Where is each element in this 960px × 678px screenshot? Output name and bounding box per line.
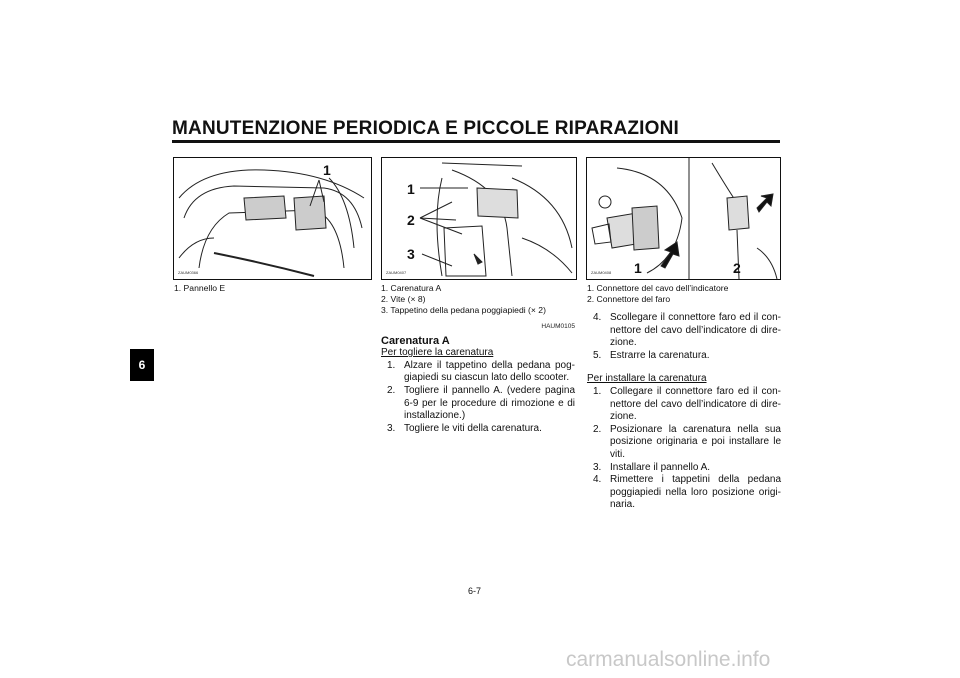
step-item xyxy=(381,423,575,436)
step-text: Estrarre la carenatura. xyxy=(610,349,710,361)
figure-cowling-a xyxy=(381,157,577,280)
figure-caption-2 xyxy=(381,283,546,316)
section-cowling-removal xyxy=(381,321,575,435)
step-text: Togliere le viti della carenatura. xyxy=(404,422,542,434)
figure-code: ZAUM0366 xyxy=(178,270,199,275)
step-item xyxy=(587,350,781,363)
callout-3: 3 xyxy=(407,246,415,262)
step-text: Posizionare la carenatura nella sua posizione originaria e poi installare le viti. xyxy=(610,423,781,460)
step-number: 3. xyxy=(593,461,602,473)
callout-2: 2 xyxy=(733,260,741,276)
step-item xyxy=(587,424,781,462)
step-text: Alzare il tappetino della pedana pog-giapiedi su ciascun lato dello scooter. xyxy=(404,359,575,384)
step-number: 2. xyxy=(593,423,602,435)
step-number: 2. xyxy=(387,384,396,396)
step-number: 5. xyxy=(593,349,602,361)
caption-line: 1. Pannello E xyxy=(174,283,226,293)
section-cowling-install xyxy=(587,312,781,512)
page-number: 6-7 xyxy=(468,586,482,596)
step-number: 1. xyxy=(387,359,396,371)
step-item xyxy=(587,462,781,475)
caption-line: 1. Connettore del cavo dell’indicatore xyxy=(587,283,729,293)
step-number: 4. xyxy=(593,312,602,323)
figure-panel-e-illustration xyxy=(174,158,371,279)
step-item xyxy=(587,474,781,512)
step-text: Scollegare il connettore faro ed il con-nettore del cavo dell’indicatore di dire-zione. xyxy=(610,312,781,349)
step-number: 4. xyxy=(593,474,602,486)
figure-connectors-illustration xyxy=(587,158,780,279)
watermark: carmanualsonline.info xyxy=(566,648,771,671)
callout-2: 2 xyxy=(407,212,415,228)
figure-caption-3 xyxy=(587,283,728,305)
step-text: Collegare il connettore faro ed il con-nettore del cavo dell’indicatore di dire-zione. xyxy=(610,385,781,423)
caption-line: 1. Carenatura A xyxy=(381,283,442,293)
callout-1: 1 xyxy=(323,162,331,178)
step-item xyxy=(381,360,575,385)
figure-connectors xyxy=(586,157,781,280)
subheading-removal: Per togliere la carenatura xyxy=(381,347,494,359)
caption-line: 3. Tappetino della pedana poggiapiedi (× 2) xyxy=(381,305,546,315)
step-text: Installare il pannello A. xyxy=(610,461,711,473)
chapter-tab: 6 xyxy=(130,349,154,381)
figure-code: ZAUM0407 xyxy=(386,270,407,275)
step-number: 1. xyxy=(593,385,602,397)
step-item xyxy=(381,385,575,423)
step-item xyxy=(587,386,781,424)
page-title: MANUTENZIONE PERIODICA E PICCOLE RIPARAZIONI xyxy=(172,118,680,139)
step-text: Togliere il pannello A. (vedere pagina 6-9 per le procedure di rimozione e di installazione.) xyxy=(404,384,575,422)
callout-1: 1 xyxy=(407,181,415,197)
step-item xyxy=(587,312,781,350)
subheading-install: Per installare la carenatura xyxy=(587,373,707,385)
step-text: Rimettere i tappetini della pedana poggiapiedi nella loro posizione origi-naria. xyxy=(610,474,781,511)
caption-line: 2. Connettore del faro xyxy=(587,294,671,304)
figure-caption-1 xyxy=(174,283,225,294)
section-heading: Carenatura A xyxy=(381,334,450,347)
figure-code: ZAUM0408 xyxy=(591,270,612,275)
caption-line: 2. Vite (× 8) xyxy=(381,294,426,304)
callout-1: 1 xyxy=(634,260,642,276)
title-rule xyxy=(172,140,780,143)
figure-panel-e xyxy=(173,157,372,280)
step-number: 3. xyxy=(387,422,396,434)
section-code: HAUM0105 xyxy=(541,323,575,330)
